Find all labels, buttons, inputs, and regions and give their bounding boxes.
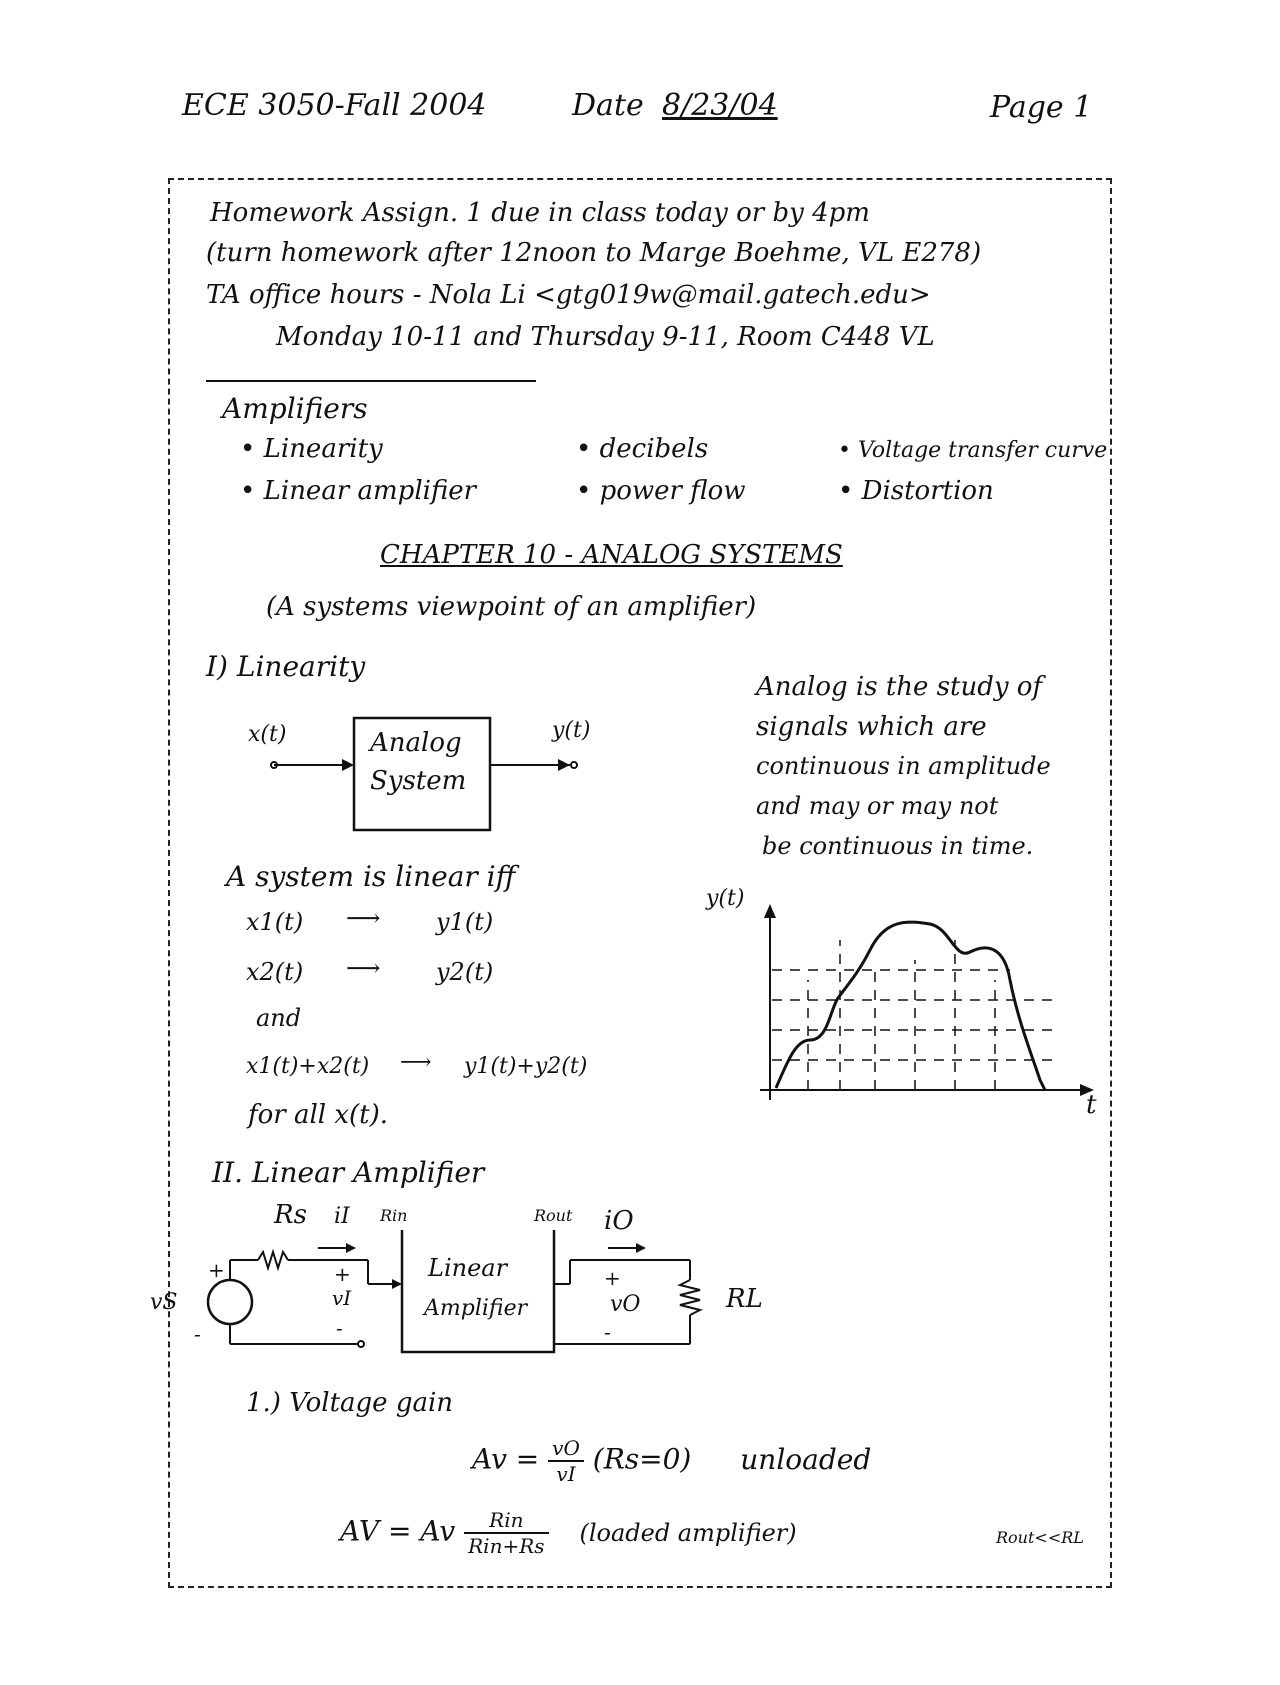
course-label: ECE 3050-Fall 2004	[182, 88, 487, 123]
rin-label: Rin	[380, 1206, 408, 1225]
vo-plus: +	[604, 1266, 621, 1290]
vi-plus: +	[334, 1262, 351, 1286]
source-plus: +	[208, 1258, 225, 1282]
chapter-subtitle: (A systems viewpoint of an amplifier)	[266, 592, 757, 622]
topic-decibels: • decibels	[576, 434, 708, 464]
input-voltage-label: vI	[332, 1286, 352, 1310]
eq1-denominator: vI	[556, 1462, 576, 1486]
map2-input: x2(t)	[246, 958, 304, 986]
eq1-condition: (Rs=0)	[592, 1442, 692, 1476]
sum-input: x1(t)+x2(t)	[246, 1054, 370, 1079]
and-word: and	[256, 1004, 302, 1032]
loaded-gain-equation	[340, 1510, 797, 1556]
sum-output: y1(t)+y2(t)	[464, 1054, 588, 1079]
unloaded-gain-equation	[472, 1438, 871, 1484]
eq2-note: (loaded amplifier)	[579, 1518, 797, 1547]
graph-x-label: t	[1086, 1090, 1097, 1120]
eq1-lhs: Av =	[472, 1442, 540, 1476]
eq1-fraction	[548, 1438, 584, 1484]
linear-amplifier-heading: II. Linear Amplifier	[212, 1156, 485, 1189]
announcement-line-2: (turn homework after 12noon to Marge Boehme, VL E278)	[206, 238, 982, 268]
chapter-title: CHAPTER 10 - ANALOG SYSTEMS	[380, 540, 843, 570]
eq2-lhs: AV = Av	[340, 1514, 456, 1548]
analog-note-line-4: and may or may not	[756, 792, 999, 820]
eq1-note: unloaded	[740, 1442, 872, 1476]
graph-y-label: y(t)	[706, 886, 745, 911]
sum-arrow: ⟶	[400, 1050, 432, 1075]
map2-arrow: ⟶	[346, 954, 381, 982]
analog-box-line-2: System	[370, 766, 467, 796]
output-signal-label: y(t)	[552, 718, 591, 743]
rout-label: Rout	[534, 1206, 573, 1225]
announcement-line-3: TA office hours - Nola Li <gtg019w@mail.gatech.edu>	[206, 280, 931, 310]
for-all-clause: for all x(t).	[248, 1100, 389, 1130]
source-voltage-label: vS	[150, 1290, 178, 1315]
topic-distortion: • Distortion	[838, 476, 994, 506]
announcement-line-1: Homework Assign. 1 due in class today or by 4pm	[210, 198, 870, 228]
analog-note-line-5: be continuous in time.	[762, 832, 1034, 860]
linearity-definition: A system is linear iff	[226, 860, 516, 893]
section-divider	[206, 380, 536, 382]
page-number: Page 1	[990, 90, 1093, 125]
voltage-gain-heading: 1.) Voltage gain	[246, 1388, 454, 1418]
analog-note-line-3: continuous in amplitude	[756, 752, 1051, 780]
amp-box-line-2: Amplifier	[424, 1296, 528, 1321]
amp-box-line-1: Linear	[428, 1254, 508, 1282]
amplifiers-heading: Amplifiers	[222, 392, 368, 425]
source-resistance-label: Rs	[274, 1200, 307, 1230]
eq1-numerator: vO	[548, 1438, 584, 1462]
date-label: Date	[572, 88, 644, 123]
eq2-condition: Rout<<RL	[996, 1528, 1084, 1547]
vi-minus: -	[336, 1316, 343, 1340]
eq2-fraction	[464, 1510, 548, 1556]
eq2-numerator: Rin	[464, 1510, 548, 1534]
map2-output: y2(t)	[436, 958, 494, 986]
load-resistance-label: RL	[726, 1284, 763, 1314]
source-minus: -	[194, 1322, 201, 1346]
analog-note-line-2: signals which are	[756, 712, 987, 742]
linearity-heading: I) Linearity	[206, 650, 366, 683]
output-voltage-label: vO	[610, 1292, 641, 1317]
announcement-line-4: Monday 10-11 and Thursday 9-11, Room C448 VL	[276, 322, 935, 352]
map1-arrow: ⟶	[346, 904, 381, 932]
analog-signal-graph	[700, 890, 1110, 1130]
topic-linearity: • Linearity	[240, 434, 383, 464]
topic-linear-amplifier: • Linear amplifier	[240, 476, 476, 506]
date-value: 8/23/04	[662, 88, 778, 123]
topic-voltage-transfer-curve: • Voltage transfer curve	[838, 438, 1107, 463]
analog-note-line-1: Analog is the study of	[756, 672, 1043, 702]
map1-input: x1(t)	[246, 908, 304, 936]
input-current-label: iI	[334, 1204, 350, 1229]
input-signal-label: x(t)	[248, 722, 287, 747]
analog-box-line-1: Analog	[370, 728, 462, 758]
topic-power-flow: • power flow	[576, 476, 746, 506]
output-current-label: iO	[604, 1206, 634, 1236]
map1-output: y1(t)	[436, 908, 494, 936]
eq2-denominator: Rin+Rs	[468, 1534, 545, 1558]
vo-minus: -	[604, 1320, 611, 1344]
